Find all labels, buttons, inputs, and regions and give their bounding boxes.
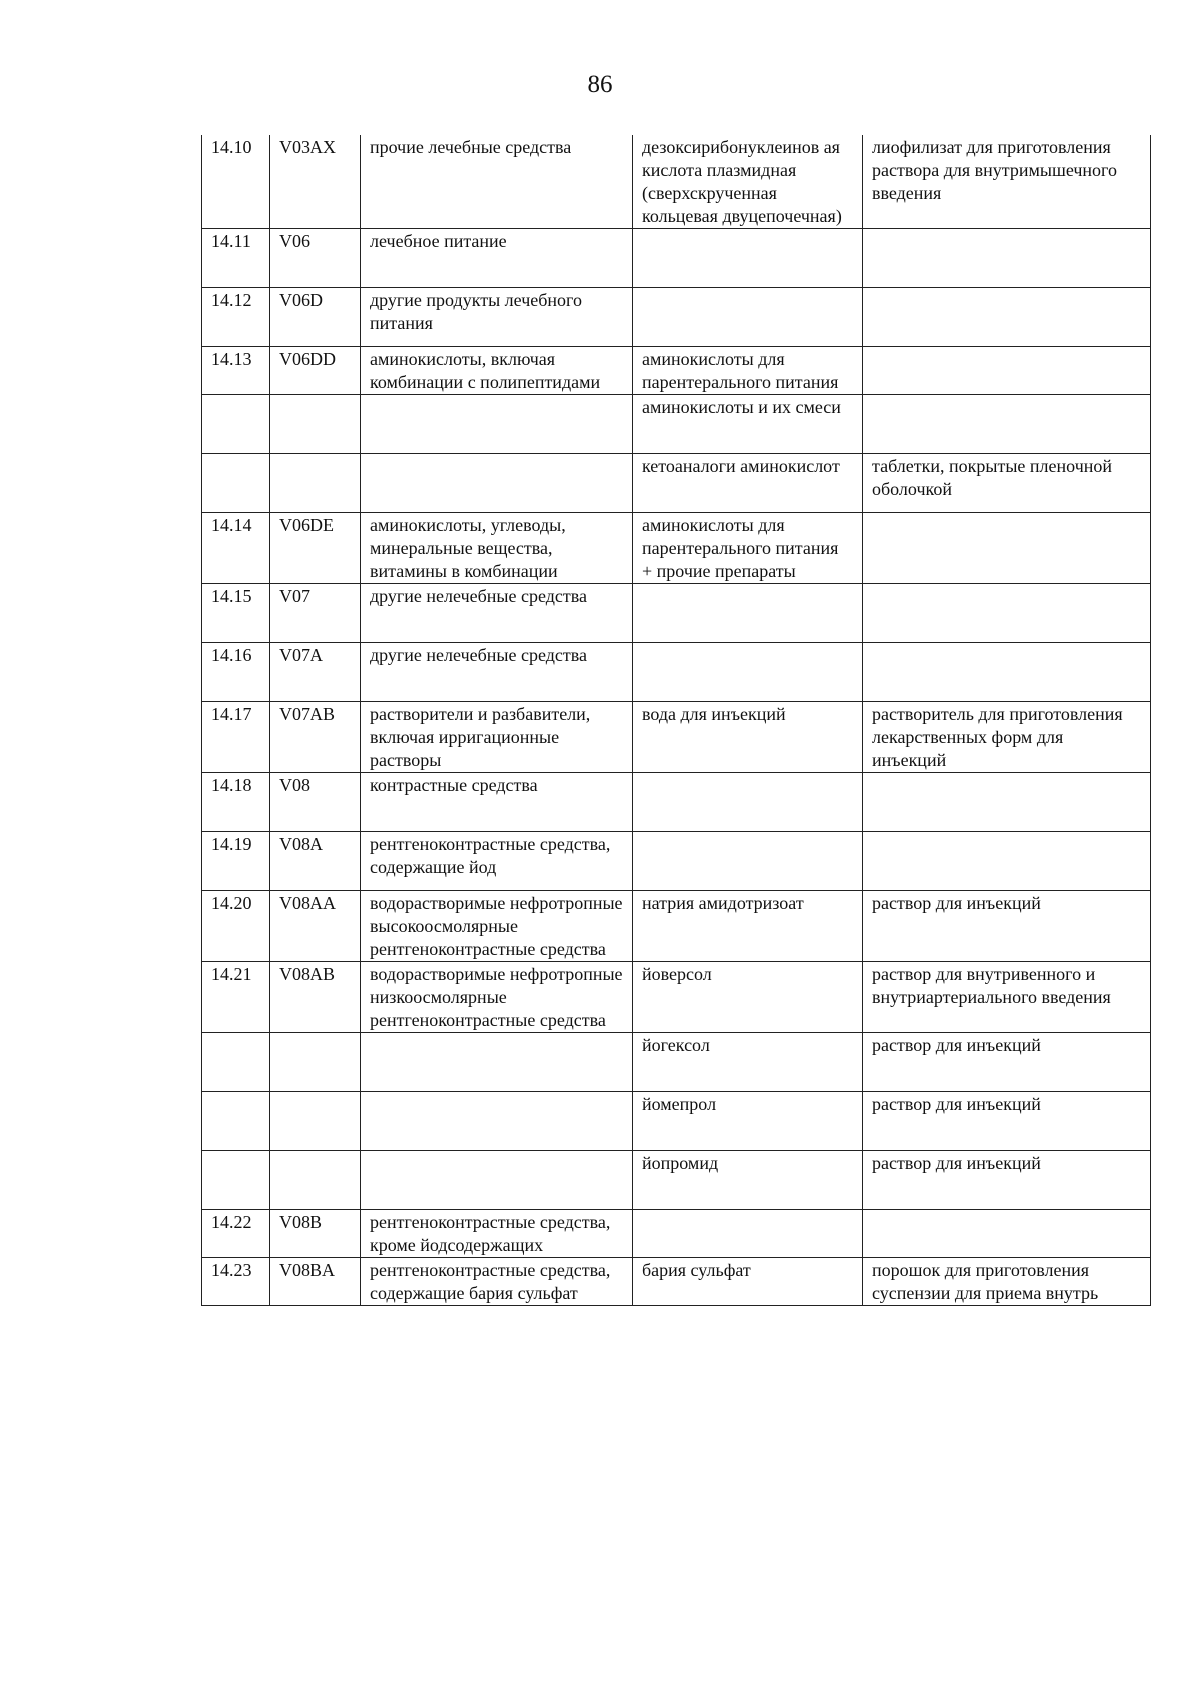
table-row <box>202 1151 1151 1210</box>
row-number-cell: 14.14 <box>202 513 270 584</box>
table-row <box>202 395 1151 454</box>
group-name-cell: другие нелечебные средства <box>361 643 633 702</box>
drug-name-cell: аминокислоты для парентерального питания <box>633 347 863 395</box>
group-name-cell: другие продукты лечебного питания <box>361 288 633 347</box>
dosage-form-cell: порошок для приготовления суспензии для приема внутрь <box>863 1258 1151 1306</box>
group-name-cell <box>361 1033 633 1092</box>
row-number-cell: 14.12 <box>202 288 270 347</box>
drug-name-cell <box>633 229 863 288</box>
drug-name-cell: йомепрол <box>633 1092 863 1151</box>
drug-name-cell <box>633 584 863 643</box>
row-number-cell: 14.20 <box>202 891 270 962</box>
dosage-form-cell <box>863 395 1151 454</box>
atc-code-cell: V08 <box>270 773 361 832</box>
row-number-cell <box>202 395 270 454</box>
atc-code-cell: V06DE <box>270 513 361 584</box>
drug-name-cell <box>633 643 863 702</box>
dosage-form-cell <box>863 1210 1151 1258</box>
table-row <box>202 962 1151 1033</box>
atc-code-cell: V06DD <box>270 347 361 395</box>
drug-name-cell <box>633 773 863 832</box>
atc-code-cell: V08AB <box>270 962 361 1033</box>
drug-name-cell: кетоаналоги аминокислот <box>633 454 863 513</box>
group-name-cell: рентгеноконтрастные средства, содержащие бария сульфат <box>361 1258 633 1306</box>
table-row <box>202 1092 1151 1151</box>
table-row <box>202 891 1151 962</box>
row-number-cell <box>202 1033 270 1092</box>
drug-name-cell: йоверсол <box>633 962 863 1033</box>
dosage-form-cell <box>863 513 1151 584</box>
row-number-cell <box>202 454 270 513</box>
drug-list-table <box>201 135 1151 1306</box>
group-name-cell: другие нелечебные средства <box>361 584 633 643</box>
row-number-cell: 14.17 <box>202 702 270 773</box>
dosage-form-cell: таблетки, покрытые пленочной оболочкой <box>863 454 1151 513</box>
atc-code-cell <box>270 395 361 454</box>
atc-code-cell: V03AX <box>270 135 361 229</box>
table-row <box>202 454 1151 513</box>
atc-code-cell: V08B <box>270 1210 361 1258</box>
dosage-form-cell <box>863 347 1151 395</box>
table-row <box>202 1033 1151 1092</box>
row-number-cell: 14.16 <box>202 643 270 702</box>
group-name-cell: рентгеноконтрастные средства, содержащие йод <box>361 832 633 891</box>
table-row <box>202 513 1151 584</box>
drug-name-cell: йопромид <box>633 1151 863 1210</box>
table-row <box>202 702 1151 773</box>
table-row <box>202 773 1151 832</box>
dosage-form-cell <box>863 584 1151 643</box>
drug-name-cell <box>633 1210 863 1258</box>
table-row <box>202 1258 1151 1306</box>
group-name-cell <box>361 1151 633 1210</box>
table-row <box>202 584 1151 643</box>
atc-code-cell: V08AA <box>270 891 361 962</box>
group-name-cell: аминокислоты, включая комбинации с полипептидами <box>361 347 633 395</box>
atc-code-cell <box>270 454 361 513</box>
drug-name-cell: аминокислоты и их смеси <box>633 395 863 454</box>
group-name-cell: рентгеноконтрастные средства, кроме йодсодержащих <box>361 1210 633 1258</box>
row-number-cell: 14.19 <box>202 832 270 891</box>
group-name-cell <box>361 1092 633 1151</box>
group-name-cell: лечебное питание <box>361 229 633 288</box>
dosage-form-cell: раствор для инъекций <box>863 1033 1151 1092</box>
row-number-cell <box>202 1151 270 1210</box>
dosage-form-cell: раствор для инъекций <box>863 1151 1151 1210</box>
row-number-cell <box>202 1092 270 1151</box>
dosage-form-cell: раствор для внутривенного и внутриартериального введения <box>863 962 1151 1033</box>
row-number-cell: 14.22 <box>202 1210 270 1258</box>
table-row <box>202 347 1151 395</box>
atc-code-cell <box>270 1092 361 1151</box>
drug-name-cell <box>633 288 863 347</box>
group-name-cell: контрастные средства <box>361 773 633 832</box>
table-row <box>202 643 1151 702</box>
table-row <box>202 288 1151 347</box>
drug-name-cell: дезоксирибонуклеинов ая кислота плазмидная (сверхскрученная кольцевая двуцепочечная) <box>633 135 863 229</box>
atc-code-cell: V08BA <box>270 1258 361 1306</box>
dosage-form-cell: лиофилизат для приготовления раствора для внутримышечного введения <box>863 135 1151 229</box>
drug-name-cell: вода для инъекций <box>633 702 863 773</box>
group-name-cell <box>361 395 633 454</box>
dosage-form-cell <box>863 773 1151 832</box>
dosage-form-cell <box>863 229 1151 288</box>
table-row <box>202 1210 1151 1258</box>
group-name-cell: прочие лечебные средства <box>361 135 633 229</box>
table-row <box>202 832 1151 891</box>
atc-code-cell: V08A <box>270 832 361 891</box>
group-name-cell: растворители и разбавители, включая ирригационные растворы <box>361 702 633 773</box>
atc-code-cell: V07 <box>270 584 361 643</box>
dosage-form-cell: раствор для инъекций <box>863 1092 1151 1151</box>
row-number-cell: 14.21 <box>202 962 270 1033</box>
row-number-cell: 14.10 <box>202 135 270 229</box>
dosage-form-cell <box>863 288 1151 347</box>
drug-name-cell: аминокислоты для парентерального питания + прочие препараты <box>633 513 863 584</box>
dosage-form-cell <box>863 832 1151 891</box>
atc-code-cell: V07AB <box>270 702 361 773</box>
atc-code-cell: V07A <box>270 643 361 702</box>
dosage-form-cell: раствор для инъекций <box>863 891 1151 962</box>
table-row <box>202 229 1151 288</box>
group-name-cell: водорастворимые нефротропные высокоосмолярные рентгеноконтрастные средства <box>361 891 633 962</box>
drug-name-cell <box>633 832 863 891</box>
atc-code-cell: V06 <box>270 229 361 288</box>
group-name-cell: водорастворимые нефротропные низкоосмолярные рентгеноконтрастные средства <box>361 962 633 1033</box>
drug-name-cell: натрия амидотризоат <box>633 891 863 962</box>
page-number: 86 <box>587 71 613 98</box>
dosage-form-cell: растворитель для приготовления лекарственных форм для инъекций <box>863 702 1151 773</box>
group-name-cell: аминокислоты, углеводы, минеральные вещества, витамины в комбинации <box>361 513 633 584</box>
table-row <box>202 135 1151 229</box>
drug-name-cell: бария сульфат <box>633 1258 863 1306</box>
group-name-cell <box>361 454 633 513</box>
drug-name-cell: йогексол <box>633 1033 863 1092</box>
atc-code-cell: V06D <box>270 288 361 347</box>
atc-code-cell <box>270 1033 361 1092</box>
row-number-cell: 14.11 <box>202 229 270 288</box>
row-number-cell: 14.18 <box>202 773 270 832</box>
atc-code-cell <box>270 1151 361 1210</box>
row-number-cell: 14.15 <box>202 584 270 643</box>
row-number-cell: 14.13 <box>202 347 270 395</box>
row-number-cell: 14.23 <box>202 1258 270 1306</box>
dosage-form-cell <box>863 643 1151 702</box>
